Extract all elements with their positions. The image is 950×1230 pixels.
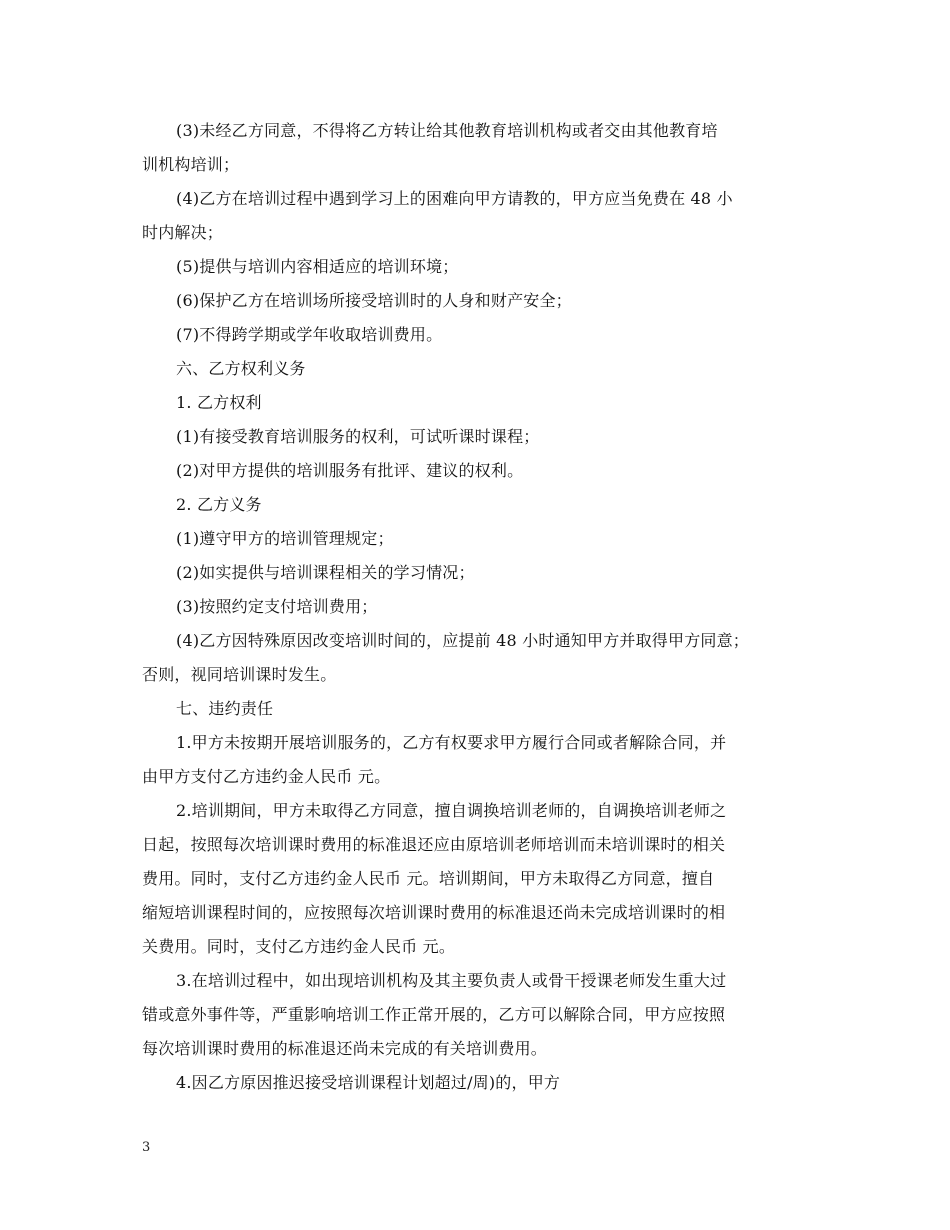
text-line: 费用。同时，支付乙方违约金人民币 元。培训期间，甲方未取得乙方同意，擅自: [142, 869, 715, 888]
text-line: 七、违约责任: [176, 699, 274, 718]
text-line: 否则，视同培训课时发生。: [142, 665, 337, 684]
text-line: 缩短培训课程时间的，应按照每次培训课时费用的标准退还尚未完成培训课时的相: [142, 903, 726, 922]
text-line: 1. 乙方权利: [176, 393, 262, 412]
text-line: (3)按照约定支付培训费用；: [176, 597, 378, 616]
text-line: (2)如实提供与培训课程相关的学习情况；: [176, 563, 475, 582]
page-number: 3: [142, 1140, 151, 1155]
text-line: 1.甲方未按期开展培训服务的，乙方有权要求甲方履行合同或者解除合同，并: [176, 733, 727, 752]
text-line: (4)乙方因特殊原因改变培训时间的，应提前 48 小时通知甲方并取得甲方同意；: [176, 631, 749, 650]
text-line: 4.因乙方原因推迟接受培训课程计划超过/周)的，甲方: [176, 1073, 561, 1092]
text-line: (7)不得跨学期或学年收取培训费用。: [176, 325, 443, 344]
text-line: 关费用。同时，支付乙方违约金人民币 元。: [142, 937, 456, 956]
text-line: 时内解决；: [142, 223, 224, 242]
text-line: 3.在培训过程中，如出现培训机构及其主要负责人或骨干授课老师发生重大过: [176, 971, 727, 990]
text-line: (2)对甲方提供的培训服务有批评、建议的权利。: [176, 461, 524, 480]
text-line: 错或意外事件等，严重影响培训工作正常开展的，乙方可以解除合同，甲方应按照: [142, 1005, 726, 1024]
text-line: (6)保护乙方在培训场所接受培训时的人身和财产安全；: [176, 291, 572, 310]
text-line: (1)遵守甲方的培训管理规定；: [176, 529, 394, 548]
text-line: (3)未经乙方同意，不得将乙方转让给其他教育培训机构或者交由其他教育培: [176, 121, 718, 140]
text-line: 由甲方支付乙方违约金人民币 元。: [142, 767, 391, 786]
text-line: 2.培训期间，甲方未取得乙方同意，擅自调换培训老师的，自调换培训老师之: [176, 801, 727, 820]
text-line: (5)提供与培训内容相适应的培训环境；: [176, 257, 459, 276]
text-line: 日起，按照每次培训课时费用的标准退还应由原培训老师培训而未培训课时的相关: [142, 835, 726, 854]
text-line: (1)有接受教育培训服务的权利，可试听课时课程；: [176, 427, 540, 446]
text-line: (4)乙方在培训过程中遇到学习上的困难向甲方请教的，甲方应当免费在 48 小: [176, 189, 733, 208]
text-line: 2. 乙方义务: [176, 495, 262, 514]
text-line: 六、乙方权利义务: [176, 359, 306, 378]
text-line: 训机构培训；: [142, 155, 240, 174]
document-body: [142, 114, 812, 1100]
text-line: 每次培训课时费用的标准退还尚未完成的有关培训费用。: [142, 1039, 548, 1058]
